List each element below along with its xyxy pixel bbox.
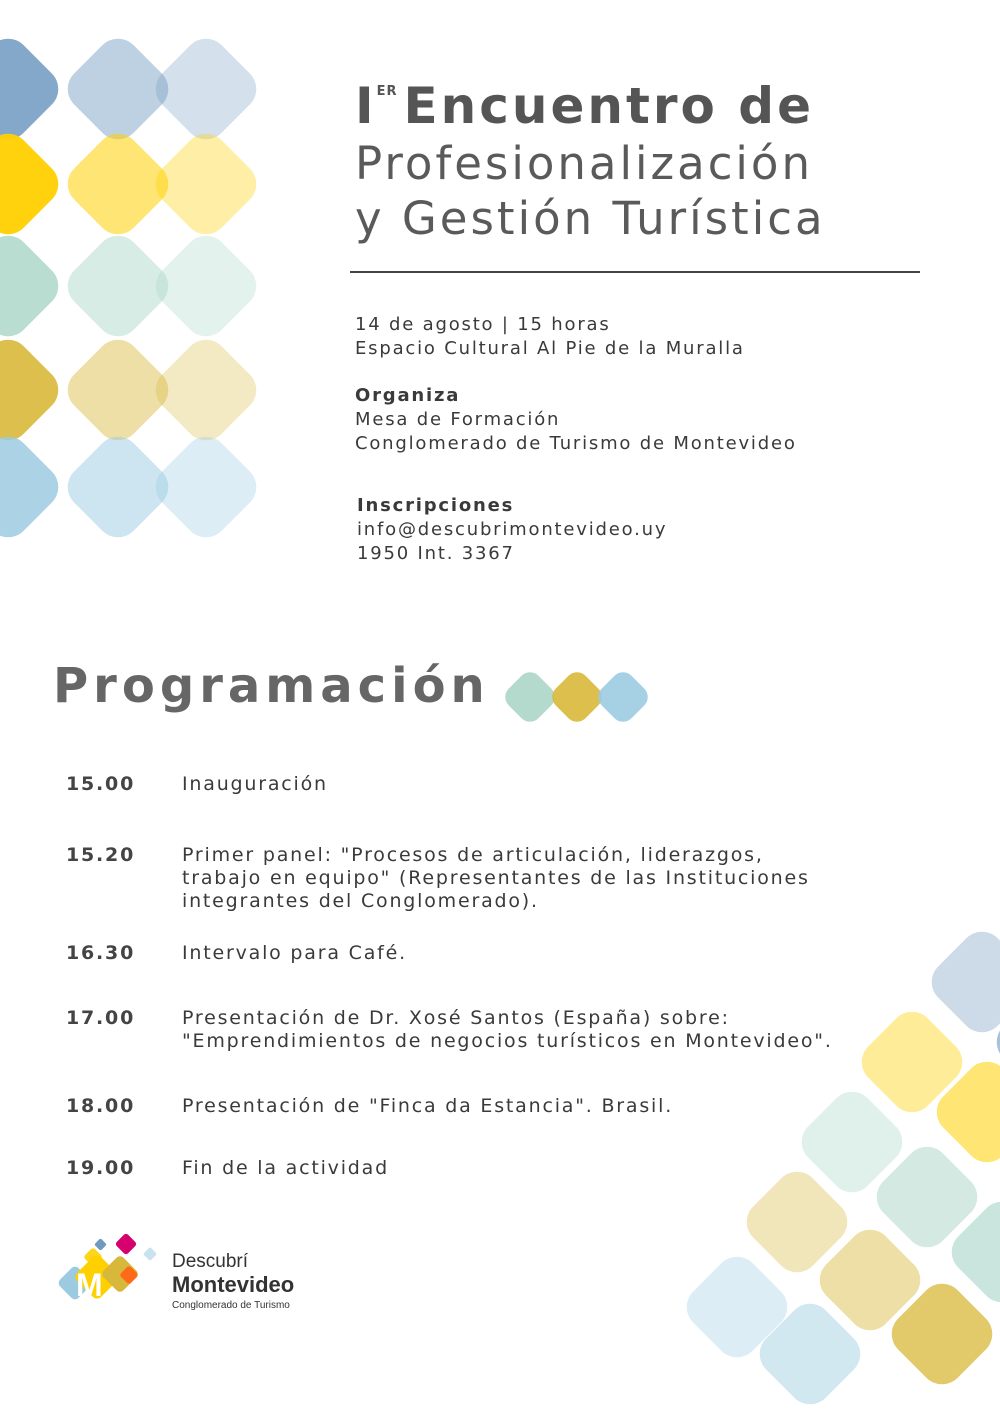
inscripciones-block <box>357 494 667 566</box>
bottom-right-tile-pattern <box>660 920 1000 1353</box>
event-date-time: 14 de agosto | 15 horas <box>355 314 611 335</box>
organiza-heading: Organiza <box>355 385 461 406</box>
schedule-time: 15.00 <box>66 773 136 795</box>
inscripciones-email[interactable]: info@descubrimontevideo.uy <box>357 519 668 540</box>
schedule-description: Fin de la actividad <box>182 1157 389 1179</box>
organiza-line-2: Conglomerado de Turismo de Montevideo <box>355 433 797 454</box>
schedule-description: Presentación de Dr. Xosé Santos (España) sobre: "Emprendimientos de negocios turísticos en Montevideo". <box>182 1007 833 1052</box>
pattern-tile <box>0 227 67 346</box>
pattern-tile <box>147 227 266 346</box>
title-superscript: ER <box>376 84 398 99</box>
pattern-tile <box>147 125 266 244</box>
title-line-1 <box>355 62 955 136</box>
inscripciones-heading: Inscripciones <box>357 495 515 516</box>
logo-letter: M <box>76 1267 103 1303</box>
schedule-description: Primer panel: "Procesos de articulación, liderazgos, trabajo en equipo" (Representantes de las Instituciones integrantes del Conglomerado). <box>182 844 810 912</box>
logo-text-descubri: Descubrí <box>172 1251 249 1272</box>
pattern-tile <box>0 428 67 547</box>
pattern-tile <box>147 428 266 547</box>
schedule-time: 16.30 <box>66 942 136 964</box>
schedule-time: 19.00 <box>66 1157 136 1179</box>
schedule-description: Inauguración <box>182 773 328 795</box>
title-line-3: y Gestión Turística <box>355 192 826 245</box>
top-left-tile-pattern <box>0 0 300 580</box>
event-venue: Espacio Cultural Al Pie de la Muralla <box>355 338 745 359</box>
schedule-description: Presentación de "Finca da Estancia". Brasil. <box>182 1095 674 1117</box>
title-line-2: Profesionalización <box>355 137 813 190</box>
ornament-tile <box>593 667 652 726</box>
schedule-time: 15.20 <box>66 844 136 866</box>
pattern-tile <box>147 331 266 450</box>
logo-text-conglomerado: Conglomerado de Turismo <box>172 1300 290 1311</box>
title-prefix: I <box>355 77 377 135</box>
title-divider <box>350 271 920 273</box>
pattern-tile <box>923 923 1000 1042</box>
organiza-line-1: Mesa de Formación <box>355 409 561 430</box>
descubri-montevideo-logo <box>58 1232 318 1322</box>
programacion-ornament <box>495 662 665 732</box>
pattern-tile <box>0 125 67 244</box>
logo-text-montevideo: Montevideo <box>172 1272 295 1297</box>
schedule-description: Intervalo para Café. <box>182 942 407 964</box>
title-line-1-text: Encuentro de <box>403 77 815 135</box>
organiza-block <box>355 384 797 456</box>
pattern-tile <box>0 30 67 149</box>
event-title <box>355 62 955 246</box>
programacion-heading: Programación <box>53 658 490 714</box>
pattern-tile <box>0 331 67 450</box>
pattern-tile <box>147 30 266 149</box>
inscripciones-phone: 1950 Int. 3367 <box>357 543 515 564</box>
logo-mark-icon <box>58 1232 170 1322</box>
schedule-time: 18.00 <box>66 1095 136 1117</box>
schedule-time: 17.00 <box>66 1007 136 1029</box>
event-info <box>355 313 745 361</box>
